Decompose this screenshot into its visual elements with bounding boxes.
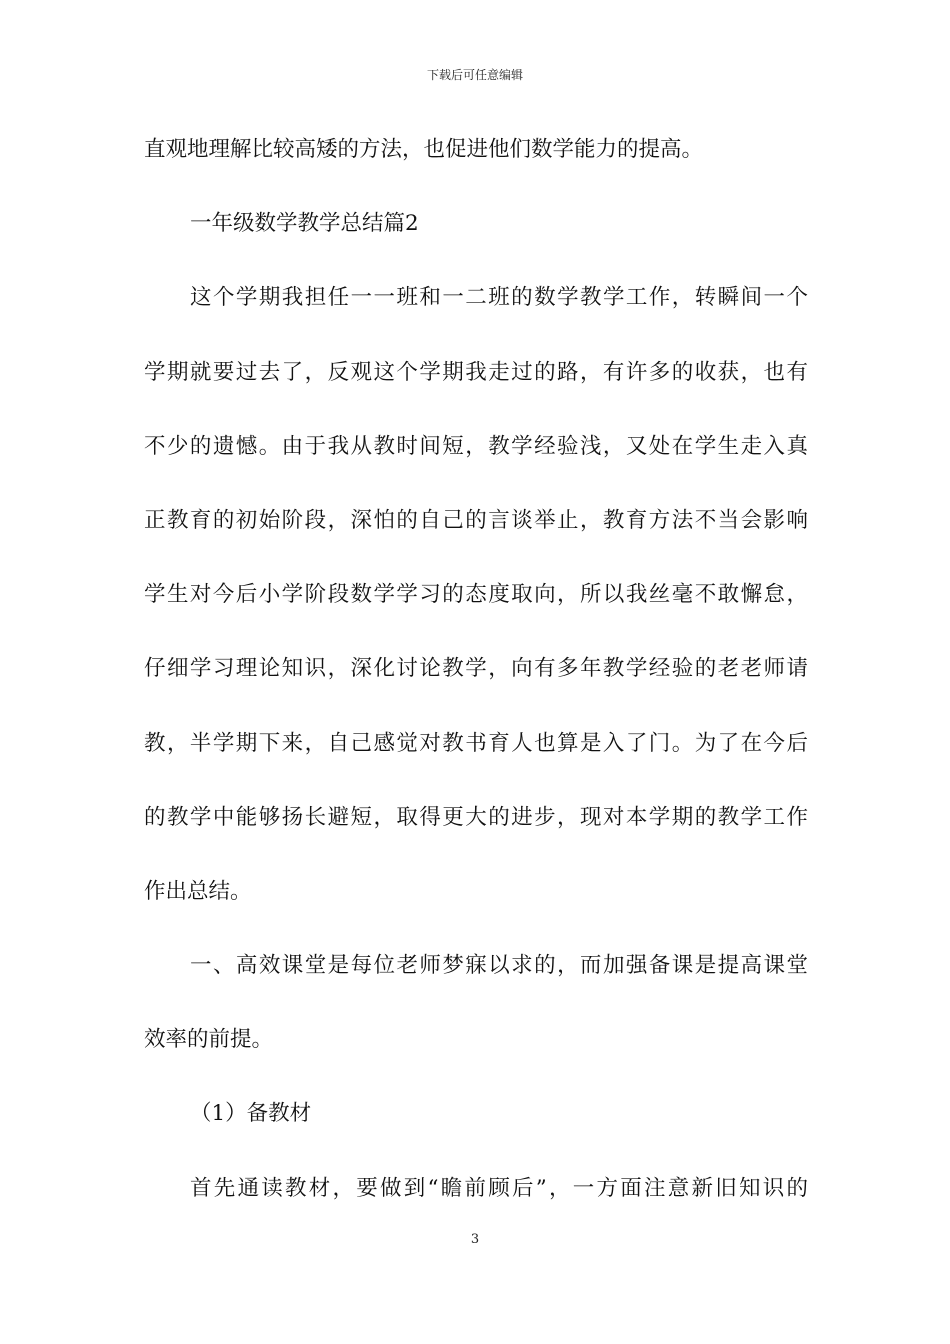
document-body xyxy=(144,130,808,1243)
paragraph-line: 一、高效课堂是每位老师梦寐以求的，而加强备课是提高课堂 xyxy=(190,953,808,979)
paragraph-line: 正教育的初始阶段，深怕的自己的言谈举止，教育方法不当会影响 xyxy=(144,507,808,533)
page-number: 3 xyxy=(470,1232,480,1247)
paragraph-line: 教，半学期下来，自己感觉对教书育人也算是入了门。为了在今后 xyxy=(144,730,808,756)
paragraph-line: 学期就要过去了，反观这个学期我走过的路，有许多的收获，也有 xyxy=(144,359,808,385)
paragraph-line: 学生对今后小学阶段数学学习的态度取向，所以我丝毫不敢懈怠， xyxy=(144,582,808,608)
paragraph-line: 作出总结。 xyxy=(144,878,252,904)
subsection-heading: （1）备教材 xyxy=(190,1101,312,1127)
paragraph-line: 直观地理解比较高矮的方法，也促进他们数学能力的提高。 xyxy=(144,137,704,162)
paragraph-line: 效率的前提。 xyxy=(144,1027,274,1053)
section-heading: 一年级数学教学总结篇2 xyxy=(190,211,419,237)
paragraph-line: 这个学期我担任一一班和一二班的数学教学工作，转瞬间一个 xyxy=(190,285,808,311)
paragraph-line: 首先通读教材，要做到“瞻前顾后”，一方面注意新旧知识的 xyxy=(190,1175,808,1201)
header-note: 下载后可任意编辑 xyxy=(426,68,523,82)
paragraph-line: 不少的遗憾。由于我从教时间短，教学经验浅，又处在学生走入真 xyxy=(144,433,808,459)
paragraph-line: 仔细学习理论知识，深化讨论教学，向有多年教学经验的老老师请 xyxy=(144,656,808,682)
paragraph-line: 的教学中能够扬长避短，取得更大的进步，现对本学期的教学工作 xyxy=(144,804,808,830)
